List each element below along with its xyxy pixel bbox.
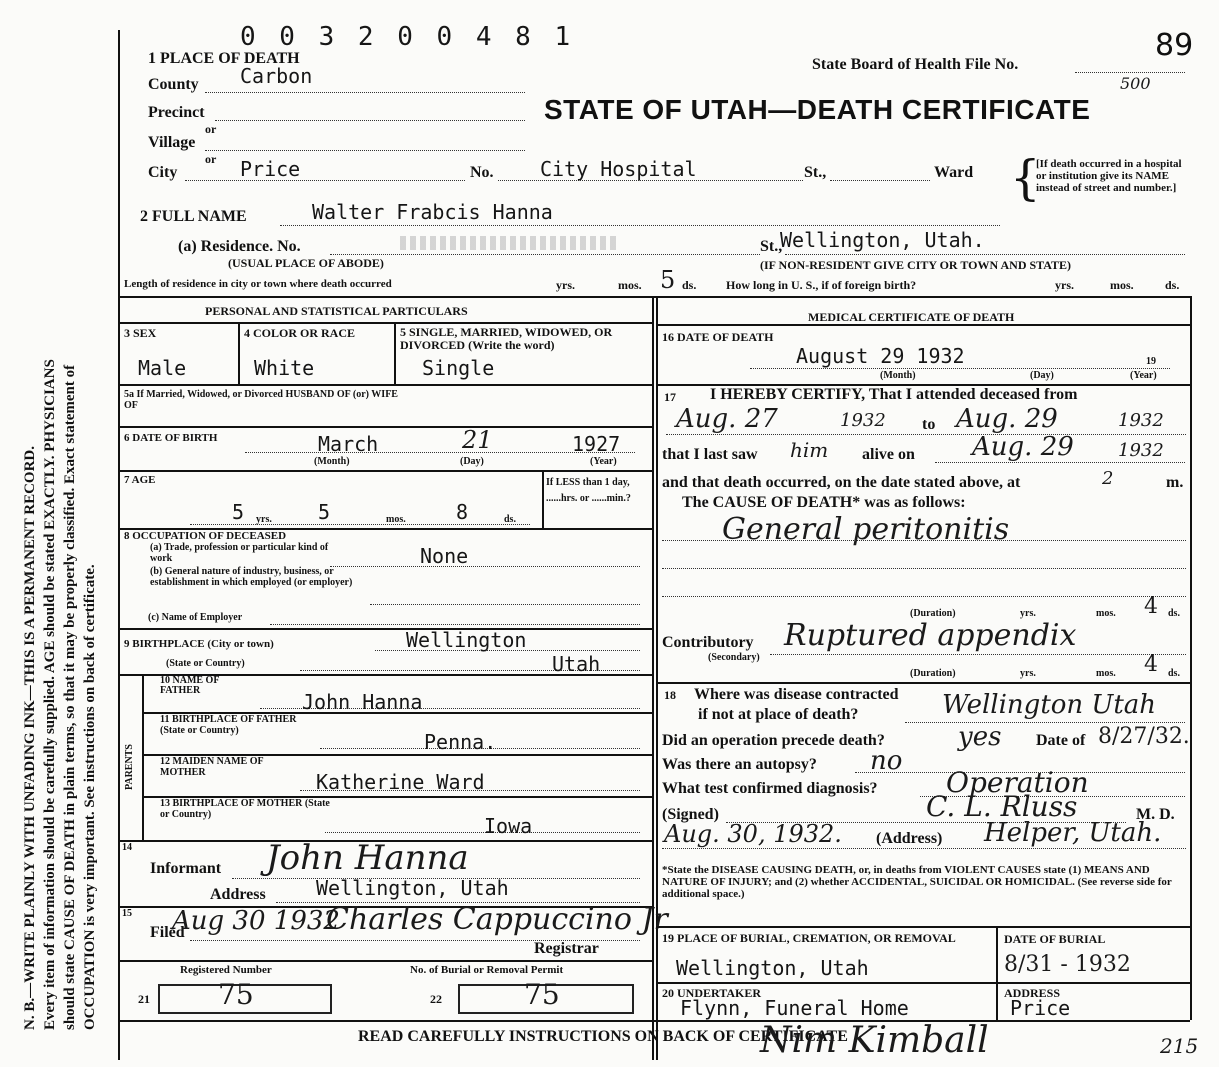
hospital-value: City Hospital — [540, 157, 697, 181]
village-label: Village — [148, 134, 196, 151]
residence-note: (IF NON-RESIDENT GIVE CITY OR TOWN AND STATE) — [760, 258, 1072, 272]
less-than-label: If LESS than 1 day, ......hrs. or ......min.? — [546, 477, 631, 504]
item-22-number: 22 — [430, 992, 442, 1006]
informant-signature: John Hanna — [266, 838, 469, 878]
address-label: (Address) — [876, 830, 943, 847]
operation-value: yes — [958, 722, 1002, 752]
margin-line-2: Every item of information should be carefully supplied. AGE should be stated EXACTLY. PHYSICIANS — [42, 359, 58, 1030]
month-caption: (Month) — [314, 456, 350, 467]
mos-label: mos. — [1096, 668, 1116, 679]
burial-permit-label: No. of Burial or Removal Permit — [410, 964, 564, 976]
footer-instructions: READ CAREFULLY INSTRUCTIONS ON BACK OF CERTIFICATE — [358, 1028, 848, 1045]
physician-address: Helper, Utah. — [984, 818, 1162, 848]
birthplace-state: Utah — [552, 652, 601, 676]
dob-year: 1927 — [572, 432, 621, 456]
marital-value: Single — [422, 356, 495, 380]
md-label: M. D. — [1136, 806, 1175, 823]
footer-signature: Nim Kimball — [760, 1020, 989, 1061]
last-saw-label: that I last saw — [662, 446, 758, 463]
year-caption: (Year) — [590, 456, 617, 467]
employer-label: (c) Name of Employer — [148, 612, 243, 623]
undertaker-address: Price — [1010, 996, 1071, 1020]
sex-label: 3 SEX — [124, 326, 157, 340]
father-birthplace: Penna. — [424, 730, 497, 754]
margin-line-3: should state CAUSE OF DEATH in plain terms, so that it may be properly classified. Exact statement of — [62, 364, 78, 1030]
item-14-number: 14 — [122, 842, 132, 853]
color-value: White — [254, 356, 315, 380]
ds-label: ds. — [504, 514, 516, 525]
age-months: 5 — [318, 500, 331, 524]
undertaker-label: 20 UNDERTAKER — [662, 986, 762, 1000]
him-text: him — [790, 438, 829, 462]
attend-to: Aug. 29 — [956, 404, 1058, 434]
mos-label: mos. — [1110, 278, 1134, 292]
day-caption: (Day) — [460, 456, 484, 467]
physician-signature: C. L. Rluss — [926, 790, 1078, 823]
secondary-label: (Secondary) — [708, 652, 760, 663]
mos-label: mos. — [1096, 608, 1116, 619]
street-no-label: No. — [470, 164, 494, 181]
state-country-label: (State or Country) — [166, 658, 245, 669]
day-caption: (Day) — [1030, 370, 1054, 381]
yrs-label: yrs. — [556, 278, 575, 292]
burial-place: Wellington, Utah — [676, 956, 869, 980]
us-label: How long in U. S., if of foreign birth? — [726, 278, 917, 292]
item-21-number: 21 — [138, 992, 150, 1006]
registered-number: 75 — [218, 978, 254, 1011]
m-label: m. — [1166, 474, 1184, 491]
item-15-number: 15 — [122, 908, 132, 919]
yrs-label: yrs. — [1020, 668, 1036, 679]
full-name-label: 2 FULL NAME — [140, 208, 247, 225]
full-name-value: Walter Frabcis Hanna — [312, 200, 553, 224]
length-days: 5 — [660, 266, 676, 294]
father-label: 10 NAME OF FATHER — [160, 675, 220, 696]
father-birthplace-label: 11 BIRTHPLACE OF FATHER (State or Country) — [160, 714, 297, 736]
mother-birthplace-label: 13 BIRTHPLACE OF MOTHER (State or Country) — [160, 798, 330, 820]
sex-value: Male — [138, 356, 187, 380]
spouse-label: 5a If Married, Widowed, or Divorced HUSBAND OF (or) WIFE OF — [124, 389, 398, 411]
or-label: or — [205, 152, 217, 166]
undertaker-address-label: ADDRESS — [1004, 986, 1061, 1000]
cause-footnote: *State the DISEASE CAUSING DEATH, or, in deaths from VIOLENT CAUSES state (1) MEANS AND NATURE OF INJURY; and (2) whether ACCIDENTAL, SUICIDAL OR HOMICIDAL. (See reverse side for additional space.) — [662, 864, 1172, 900]
death-occurred-label: and that death occurred, on the date stated above, at — [662, 474, 1021, 491]
last-seen-year: 1932 — [1118, 440, 1164, 461]
birthplace-city: Wellington — [406, 628, 527, 652]
dob-label: 6 DATE OF BIRTH — [124, 432, 218, 444]
ds-label: ds. — [1168, 608, 1180, 619]
occupation-a: (a) Trade, profession or particular kind of work — [150, 542, 329, 564]
document-title: STATE OF UTAH—DEATH CERTIFICATE — [544, 94, 1091, 125]
city-value: Price — [240, 157, 301, 181]
mos-label: mos. — [386, 514, 406, 525]
item-17-number: 17 — [664, 390, 676, 404]
brace-icon: { — [1010, 150, 1041, 206]
operation-date: 8/27/32. — [1098, 724, 1190, 749]
margin-line-1: N. B.—WRITE PLAINLY WITH UNFADING INK—THIS IS A PERMANENT RECORD. — [22, 446, 38, 1030]
burial-permit-number: 75 — [524, 978, 560, 1011]
occupation-label: 8 OCCUPATION OF DECEASED — [124, 530, 287, 542]
duration-days: 4 — [1144, 594, 1158, 619]
precinct-label: Precinct — [148, 104, 205, 121]
autopsy-value: no — [870, 746, 903, 776]
personal-heading: PERSONAL AND STATISTICAL PARTICULARS — [205, 304, 468, 318]
medical-heading: MEDICAL CERTIFICATE OF DEATH — [808, 310, 1015, 324]
item-18-number: 18 — [664, 688, 676, 702]
parents-label: PARENTS — [124, 744, 135, 790]
county-value: Carbon — [240, 64, 313, 88]
yrs-label: yrs. — [256, 514, 272, 525]
age-days: 8 — [456, 500, 469, 524]
length-residence-label: Length of residence in city or town where death occurred — [124, 278, 392, 290]
date-of-label: Date of — [1036, 732, 1086, 749]
registered-number-label: Registered Number — [180, 964, 272, 976]
signed-date: Aug. 30, 1932. — [664, 820, 842, 848]
certificate-number: 0 0 3 2 0 0 4 8 1 — [240, 22, 575, 52]
ds-label: ds. — [1165, 278, 1180, 292]
dod-label: 16 DATE OF DEATH — [662, 330, 774, 344]
informant-label: Informant — [150, 860, 222, 877]
residence-st-label: St., — [760, 238, 783, 255]
contributory-value: Ruptured appendix — [784, 618, 1077, 653]
mother-value: Katherine Ward — [316, 770, 485, 794]
registrar-label: Registrar — [534, 940, 599, 957]
redacted-address — [400, 236, 620, 250]
contributory-label: Contributory — [662, 634, 754, 651]
contracted-label-2: if not at place of death? — [698, 706, 859, 723]
duration-label: (Duration) — [910, 608, 956, 619]
footer-number: 215 — [1160, 1034, 1199, 1058]
occupation-value: None — [420, 544, 469, 568]
cause-of-death: General peritonitis — [722, 512, 1010, 547]
father-value: John Hanna — [302, 690, 423, 714]
place-heading: 1 PLACE OF DEATH — [148, 50, 300, 67]
residence-label: (a) Residence. No. — [178, 238, 301, 255]
burial-place-label: 19 PLACE OF BURIAL, CREMATION, OR REMOVAL — [662, 931, 956, 945]
margin-line-4: OCCUPATION is very important. See instructions on back of certificate. — [82, 564, 98, 1030]
birthplace-label: 9 BIRTHPLACE (City or town) — [124, 638, 274, 650]
test-value: Operation — [946, 766, 1089, 799]
corner-number: 89 — [1155, 28, 1194, 63]
residence-sublabel: (USUAL PLACE OF ABODE) — [228, 256, 384, 270]
residence-city: Wellington, Utah. — [780, 228, 985, 252]
marital-label: 5 SINGLE, MARRIED, WIDOWED, OR DIVORCED (Write the word) — [400, 325, 613, 352]
ward-label: Ward — [934, 164, 974, 181]
city-label: City — [148, 164, 178, 181]
contracted-place: Wellington Utah — [942, 690, 1157, 720]
certify-text: I HEREBY CERTIFY, That I attended deceased from — [710, 386, 1078, 403]
or-label: or — [205, 122, 217, 136]
alive-on-label: alive on — [862, 446, 915, 463]
dob-month: March — [318, 432, 379, 456]
signed-label: (Signed) — [662, 806, 719, 823]
mos-label: mos. — [618, 278, 642, 292]
informant-address: Wellington, Utah — [316, 876, 509, 900]
dob-day: 21 — [462, 426, 493, 454]
operation-label: Did an operation precede death? — [662, 732, 885, 749]
age-label: 7 AGE — [124, 474, 156, 486]
attend-from: Aug. 27 — [676, 404, 778, 434]
filed-label: Filed — [150, 924, 185, 941]
month-caption: (Month) — [880, 370, 916, 381]
informant-address-label: Address — [210, 886, 266, 903]
state-board-number: 500 — [1120, 74, 1151, 93]
ds-label: ds. — [682, 278, 697, 292]
year-caption: (Year) — [1130, 370, 1157, 381]
contracted-label: Where was disease contracted — [694, 686, 899, 703]
county-label: County — [148, 76, 199, 93]
hospital-note: [If death occurred in a hospital or institution give its NAME instead of street and number.] — [1036, 158, 1182, 194]
registrar-signature: Charles Cappuccino Jr — [326, 902, 668, 937]
burial-date: 8/31 - 1932 — [1004, 952, 1131, 977]
color-label: 4 COLOR OR RACE — [244, 326, 356, 340]
burial-date-label: DATE OF BURIAL — [1004, 932, 1106, 946]
age-years: 5 — [232, 500, 245, 524]
state-board-label: State Board of Health File No. — [812, 56, 1019, 73]
attend-to-year: 1932 — [1118, 410, 1164, 431]
filed-date: Aug 30 1932 — [172, 906, 340, 936]
mother-label: 12 MAIDEN NAME OF MOTHER — [160, 756, 264, 778]
yrs-label: yrs. — [1020, 608, 1036, 619]
undertaker-value: Flynn, Funeral Home — [680, 996, 909, 1020]
to-label: to — [922, 416, 936, 433]
duration-label: (Duration) — [910, 668, 956, 679]
occupation-b: (b) General nature of industry, business, or establishment in which employed (or employer) — [150, 566, 353, 588]
death-time: 2 — [1102, 468, 1114, 489]
ds-label: ds. — [1168, 668, 1180, 679]
yrs-label: yrs. — [1055, 278, 1074, 292]
dod-value: August 29 1932 — [796, 344, 965, 368]
autopsy-label: Was there an autopsy? — [662, 756, 817, 773]
test-label: What test confirmed diagnosis? — [662, 780, 878, 797]
last-seen-date: Aug. 29 — [972, 432, 1074, 462]
duration2-days: 4 — [1144, 652, 1158, 677]
st-label: St., — [804, 164, 827, 181]
cause-label: The CAUSE OF DEATH* was as follows: — [682, 494, 966, 511]
attend-from-year: 1932 — [840, 410, 886, 431]
mother-birthplace: Iowa — [484, 814, 533, 838]
year-prefix: 19 — [1146, 356, 1156, 367]
